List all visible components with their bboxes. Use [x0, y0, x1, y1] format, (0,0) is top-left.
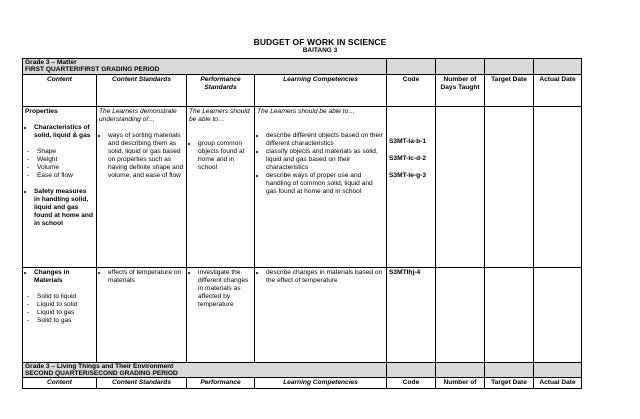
header-code: Code	[387, 74, 436, 106]
content-standards-cell	[97, 267, 187, 362]
header-target-date: Target Date	[485, 378, 534, 389]
competency-item: • describe different objects based on their different characteristics	[266, 132, 384, 148]
content-standard-item: • effects of temperature on materials	[108, 269, 184, 285]
competency-item: • describe changes in materials based on the effect of temperature	[266, 269, 384, 285]
content-standard-item: • ways of sorting materials and describing them as solid, liquid or gas based on properties such as having definite shape and volume, and ease of flow	[108, 132, 184, 180]
header-content: Content	[23, 74, 97, 106]
subtopic-item: - Liquid to solid	[37, 301, 94, 309]
table-row-changes-in-materials	[23, 267, 582, 362]
competency-intro: The Learners should be able to…	[257, 107, 355, 115]
learning-competencies-cell	[255, 267, 387, 362]
subtopic-item: - Liquid to gas	[37, 309, 94, 317]
competency-item: • classify objects and materials as solid, liquid and gas based on their characteristics	[266, 148, 384, 172]
content-standards-intro: The Learners demonstrate understanding of…	[99, 107, 177, 123]
header-content-standards: Content Standards	[97, 74, 187, 106]
subtopic-item: - Solid to gas	[37, 317, 94, 325]
subtopic-item: - Solid to liquid	[37, 293, 94, 301]
header-actual-date: Actual Date	[534, 378, 582, 389]
topic-safety-measures: • Safety measures in handling solid, liquid and gas found at home and in school	[34, 188, 94, 228]
header-target-date: Target Date	[485, 74, 534, 106]
quarter-label: FIRST QUARTER/FIRST GRADING PERIOD	[25, 66, 160, 74]
performance-standard-item: • investigate the different changes in materials as affected by temperature	[198, 269, 252, 309]
document-title: BUDGET OF WORK IN SCIENCE	[253, 37, 387, 47]
header-performance: Performance	[187, 378, 255, 389]
quarter-label: SECOND QUARTER/SECOND GRADING PERIOD	[25, 369, 178, 377]
document-subtitle: BAITANG 3	[302, 47, 338, 54]
performance-standards-cell	[187, 106, 255, 267]
content-cell	[23, 267, 97, 362]
grade-label: Grade 3 – Living Things and Their Environment	[25, 362, 174, 370]
column-header-row-2	[23, 378, 582, 389]
header-number-of: Number of	[436, 378, 485, 389]
table-row-properties	[23, 106, 582, 267]
subtopic-item: - Weight	[37, 156, 94, 164]
header-learning-competencies: Learning Competencies	[255, 378, 387, 389]
header-code: Code	[387, 378, 436, 389]
header-days-taught: Number of Days Taught	[436, 74, 485, 106]
content-standards-cell	[97, 106, 187, 267]
learning-competencies-cell	[255, 106, 387, 267]
header-content-standards: Content Standards	[97, 378, 187, 389]
budget-of-work-table	[22, 58, 582, 389]
performance-standard-item: • group common objects found at home and in school	[198, 140, 252, 172]
subtopic-item: - Ease of flow	[37, 172, 94, 180]
performance-intro: The Learners should be able to…	[189, 107, 250, 123]
section-band-matter	[23, 59, 582, 75]
subtopic-item: - Shape	[37, 148, 94, 156]
subtopic-item: - Volume	[37, 164, 94, 172]
topic-characteristics: • Characteristics of solid, liquid & gas	[34, 124, 94, 140]
section-band-living-things	[23, 362, 582, 378]
code-cell	[387, 106, 436, 267]
performance-standards-cell	[187, 267, 255, 362]
content-heading: Properties	[25, 107, 58, 115]
competency-code: S3MT-Ie-g-3	[389, 171, 427, 179]
header-content: Content	[23, 378, 97, 389]
column-header-row	[23, 74, 582, 106]
competency-item: • describe ways of proper use and handling of common solid, liquid and gas found at home and in school	[266, 172, 384, 196]
header-performance-standards: Performance Standards	[187, 74, 255, 106]
competency-code: S3MT-Ia-b-1	[389, 137, 427, 145]
header-learning-competencies: Learning Competencies	[255, 74, 387, 106]
competency-code: S3MT-Ic-d-2	[389, 154, 427, 162]
content-cell	[23, 106, 97, 267]
grade-label: Grade 3 – Matter	[25, 59, 77, 66]
header-actual-date: Actual Date	[534, 74, 582, 106]
code-cell: S3MTIhj-4	[387, 267, 436, 362]
topic-changes-in-materials: • Changes in Materials	[34, 269, 94, 285]
